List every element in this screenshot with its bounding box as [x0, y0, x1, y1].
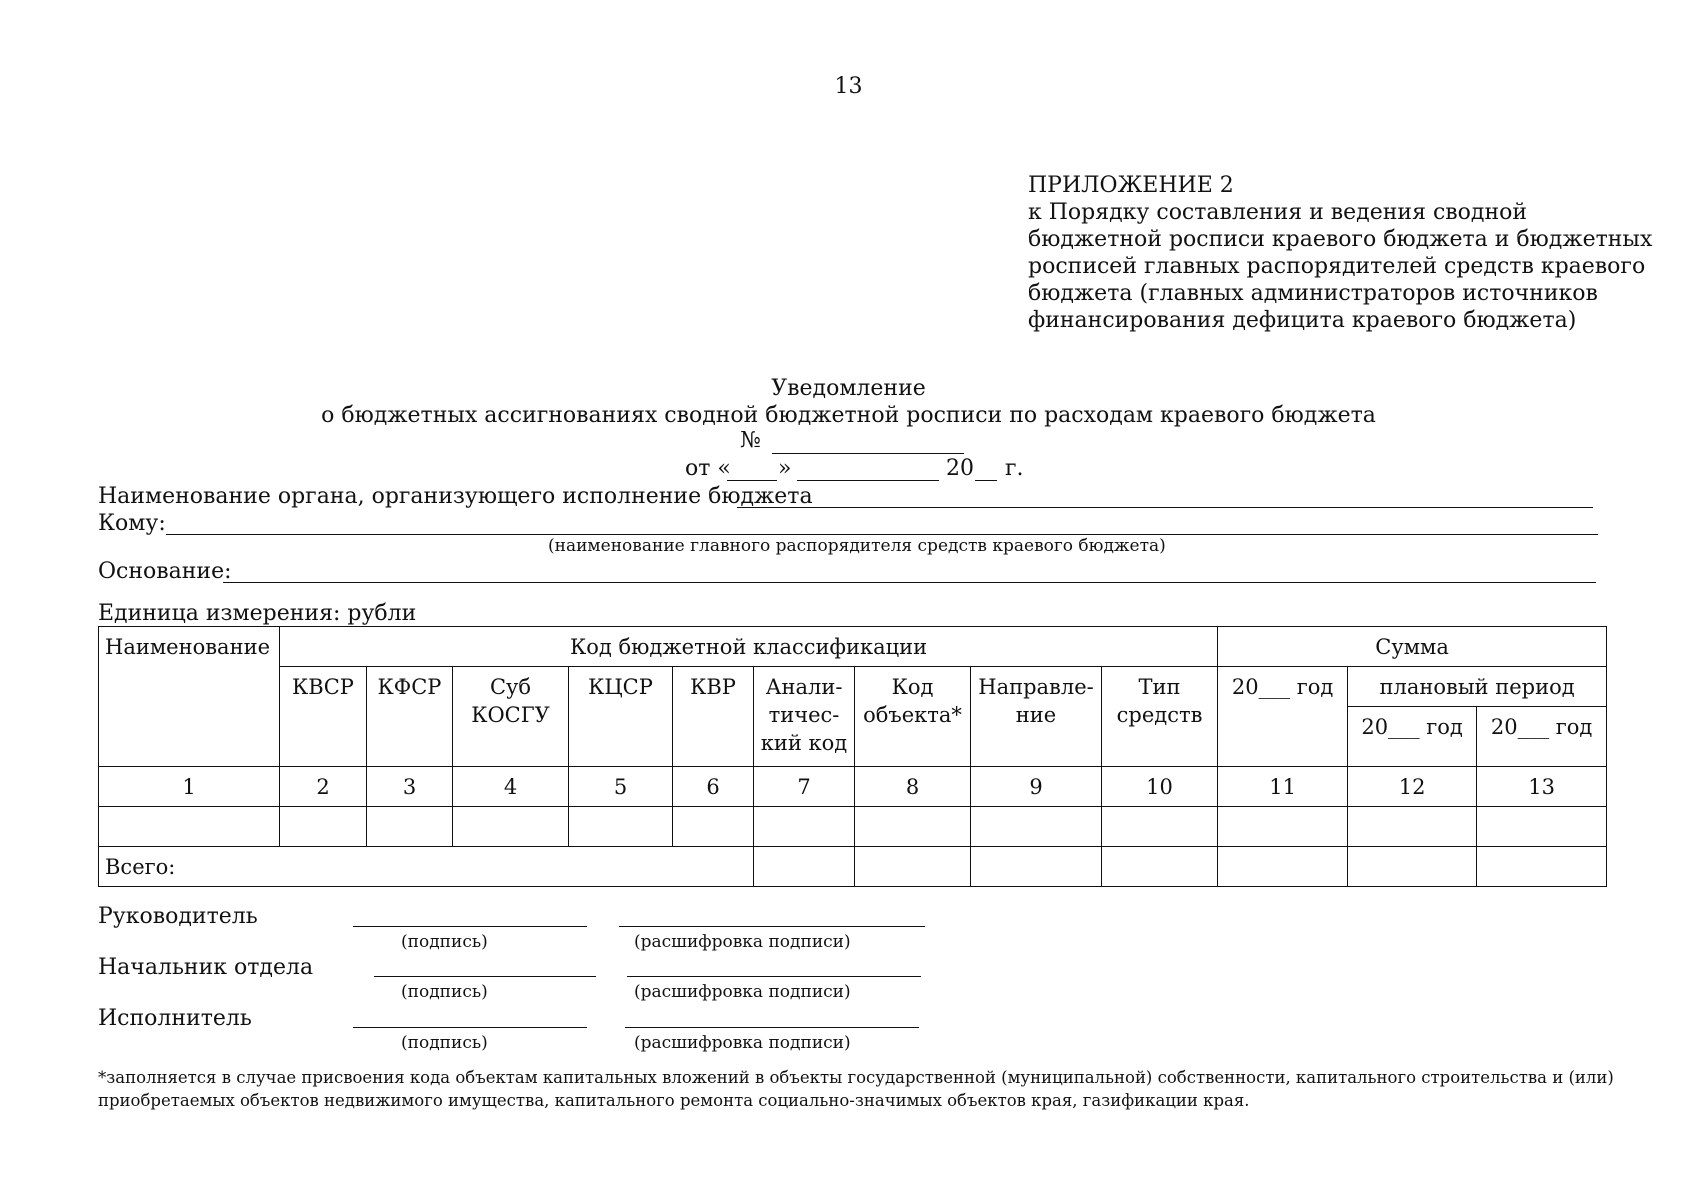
col-number: 13: [1477, 767, 1607, 807]
budget-table: [98, 626, 1607, 887]
table-cell[interactable]: [1102, 807, 1218, 847]
col-number: 9: [971, 767, 1102, 807]
signature-hint: (подпись): [401, 1033, 488, 1053]
table-cell[interactable]: [1348, 807, 1477, 847]
organ-field[interactable]: [737, 507, 1593, 508]
col-number: 6: [673, 767, 754, 807]
date-month-field[interactable]: [797, 480, 939, 481]
header-kvr: КВР: [673, 667, 754, 767]
header-code-group: Код бюджетной классификации: [280, 627, 1218, 667]
header-year-current: 20___ год: [1218, 667, 1348, 767]
total-cell[interactable]: [1102, 847, 1218, 887]
signature-hint: (подпись): [401, 932, 488, 952]
col-number: 10: [1102, 767, 1218, 807]
appendix-line: бюджета (главных администраторов источников: [1028, 281, 1598, 306]
total-cell[interactable]: [1477, 847, 1607, 887]
header-name: Наименование: [99, 627, 280, 767]
unit-label: Единица измерения: рубли: [98, 601, 417, 626]
table-cell[interactable]: [99, 807, 280, 847]
header-plan-period: плановый период: [1348, 667, 1607, 707]
appendix-block: [1028, 172, 1653, 334]
table-cell[interactable]: [569, 807, 673, 847]
total-cell[interactable]: [1218, 847, 1348, 887]
footnote-line: *заполняется в случае присвоения кода объектам капитальных вложений в объекты государственной (муниципальной) собственности, капитального строительства и (или): [98, 1068, 1614, 1087]
appendix-line: финансирования дефицита краевого бюджета): [1028, 308, 1577, 333]
header-sum-group: Сумма: [1218, 627, 1607, 667]
col-number: 8: [855, 767, 971, 807]
footnote-line: приобретаемых объектов недвижимого имущества, капитального ремонта социально-значимых объектов края, газификации края.: [98, 1091, 1250, 1110]
header-year-plan-1: 20___ год: [1348, 707, 1477, 767]
signature-decode-hint: (расшифровка подписи): [634, 1033, 851, 1053]
date-mid: »: [778, 456, 792, 481]
table-cell[interactable]: [1477, 807, 1607, 847]
appendix-line: к Порядку составления и ведения сводной: [1028, 200, 1528, 225]
doc-title: Уведомление: [771, 376, 926, 401]
appendix-title: ПРИЛОЖЕНИЕ 2: [1028, 173, 1234, 198]
signature-decode-hint: (расшифровка подписи): [634, 932, 851, 952]
date-suffix: г.: [1005, 456, 1024, 481]
date-prefix: от «: [685, 456, 731, 481]
doc-subtitle: о бюджетных ассигнованиях сводной бюджетной росписи по расходам краевого бюджета: [321, 403, 1376, 428]
signature-role: Исполнитель: [98, 1006, 252, 1031]
header-kvsr: КВСР: [280, 667, 367, 767]
footnote: [98, 1066, 1614, 1112]
basis-field[interactable]: [223, 582, 1596, 583]
signature-hint: (подпись): [401, 982, 488, 1002]
number-label: №: [740, 428, 761, 453]
col-number: 7: [754, 767, 855, 807]
total-cell[interactable]: [855, 847, 971, 887]
date-year-prefix: 20: [946, 456, 974, 481]
date-year-field[interactable]: [975, 480, 997, 481]
col-number: 2: [280, 767, 367, 807]
signature-decode-field[interactable]: [627, 976, 921, 977]
table-cell[interactable]: [754, 807, 855, 847]
to-hint: (наименование главного распорядителя средств краевого бюджета): [548, 536, 1166, 556]
total-label: Всего:: [99, 847, 754, 887]
signature-decode-field[interactable]: [625, 1027, 919, 1028]
table-cell[interactable]: [855, 807, 971, 847]
col-number: 11: [1218, 767, 1348, 807]
appendix-line: росписей главных распорядителей средств краевого: [1028, 254, 1646, 279]
header-object-code: Код объекта*: [855, 667, 971, 767]
col-number: 3: [367, 767, 453, 807]
col-number: 1: [99, 767, 280, 807]
signature-role: Руководитель: [98, 904, 258, 929]
col-number: 4: [453, 767, 569, 807]
total-cell[interactable]: [971, 847, 1102, 887]
header-kcsr: КЦСР: [569, 667, 673, 767]
signature-field[interactable]: [353, 1027, 587, 1028]
col-number: 12: [1348, 767, 1477, 807]
signature-field[interactable]: [353, 926, 587, 927]
header-sub-kosgu: Суб КОСГУ: [453, 667, 569, 767]
to-field[interactable]: [166, 534, 1598, 535]
signature-field[interactable]: [374, 976, 596, 977]
header-direction: Направле- ние: [971, 667, 1102, 767]
table-cell[interactable]: [673, 807, 754, 847]
table-cell[interactable]: [1218, 807, 1348, 847]
number-field[interactable]: [772, 453, 964, 454]
table-cell[interactable]: [367, 807, 453, 847]
header-kfsr: КФСР: [367, 667, 453, 767]
to-label: Кому:: [98, 511, 166, 536]
table-cell[interactable]: [280, 807, 367, 847]
total-cell[interactable]: [1348, 847, 1477, 887]
header-funds-type: Тип средств: [1102, 667, 1218, 767]
header-analytic-code: Анали- тичес- кий код: [754, 667, 855, 767]
header-year-plan-2: 20___ год: [1477, 707, 1607, 767]
col-number: 5: [569, 767, 673, 807]
signature-role: Начальник отдела: [98, 955, 314, 980]
page-number: 13: [834, 74, 863, 99]
table-cell[interactable]: [971, 807, 1102, 847]
organ-label: Наименование органа, организующего исполнение бюджета: [98, 484, 813, 509]
appendix-line: бюджетной росписи краевого бюджета и бюджетных: [1028, 227, 1653, 252]
signature-decode-hint: (расшифровка подписи): [634, 982, 851, 1002]
table-cell[interactable]: [453, 807, 569, 847]
signature-decode-field[interactable]: [619, 926, 925, 927]
date-day-field[interactable]: [727, 480, 777, 481]
basis-label: Основание:: [98, 559, 232, 584]
total-cell[interactable]: [754, 847, 855, 887]
